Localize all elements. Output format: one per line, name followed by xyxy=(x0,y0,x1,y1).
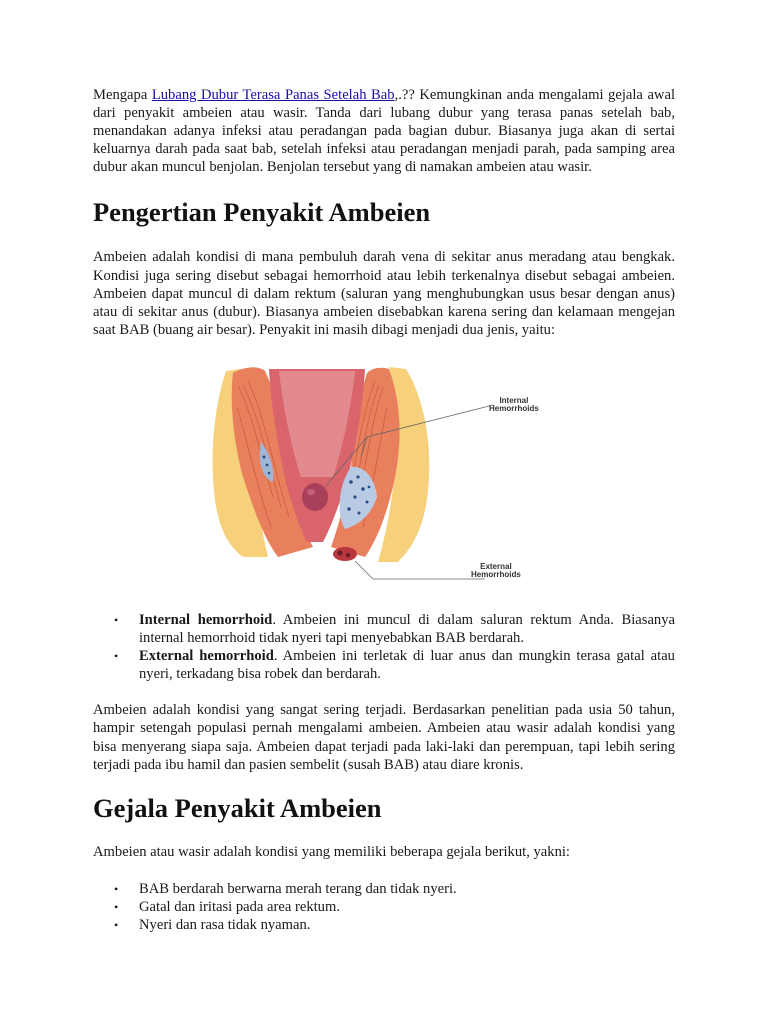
anatomy-illustration xyxy=(93,357,675,589)
intro-link[interactable]: Lubang Dubur Terasa Panas Setelah Bab xyxy=(151,87,395,103)
list-item-text: . Ambeien ini terletak di luar anus dan mungkin terasa gatal atau nyeri, terkadang bisa robek dan berdarah. xyxy=(139,648,675,683)
intro-rest: ,.?? Kemungkinan anda mengalami gejala awal dari penyakit ambeien atau wasir. Tanda dari lubang dubur yang terasa panas setelah bab, menandakan adanya infeksi atau peradangan pada bagian dubur. Biasanya juga akan di sertai keluarnya darah pada saat bab, setelah infeksi atau peradangan menjadi parah, pada samping area dubur akan muncul benjolan. Benjolan tersebut yang di namakan ambeien atau wasir. xyxy=(93,87,675,176)
bullet-icon: • xyxy=(114,917,119,932)
list-item-text: . Ambeien ini muncul di dalam saluran rektum Anda. Biasanya internal hemorrhoid tidak nyeri tapi menyebabkan BAB berdarah. xyxy=(139,611,675,647)
bullet-icon: • xyxy=(114,899,119,914)
internal-hemorrhoid xyxy=(302,483,328,511)
list-item xyxy=(93,898,675,916)
gejala-paragraph: Ambeien atau wasir adalah kondisi yang memiliki beberapa gejala berikut, yakni: xyxy=(93,843,570,860)
bullet-icon: • xyxy=(114,881,119,896)
symptoms-list xyxy=(93,880,675,934)
section-heading-gejala: Gejala Penyakit Ambeien xyxy=(93,792,382,823)
list-item-term: Internal hemorrhoid xyxy=(139,611,273,628)
list-item-text: BAB berdarah berwarna merah terang dan tidak nyeri. xyxy=(139,880,457,897)
list-item xyxy=(93,611,675,647)
intro-paragraph xyxy=(93,86,675,176)
label-external-hemorrhoids: External Hemorrhoids xyxy=(471,561,521,580)
section-heading-pengertian: Pengertian Penyakit Ambeien xyxy=(93,197,431,228)
intro-lead: Mengapa xyxy=(93,87,152,103)
hemorrhoid-diagram xyxy=(93,357,675,589)
list-item xyxy=(93,916,675,934)
pengertian-paragraph: Ambeien adalah kondisi di mana pembuluh darah vena di sekitar anus meradang atau bengkak. Kondisi juga sering disebut sebagai hemorrhoid atau lebih terkenalnya disebut sebagai ambeien. Ambeien dapat muncul di dalam rektum (saluran yang menghubungkan usus besar dengan anus) atau di sekitar anus (dubur). Biasanya ambeien disebabkan karena sering dan kelamaan mengejan saat BAB (buang air besar). Penyakit ini masih dibagi menjadi dua jenis, yaitu: xyxy=(93,249,675,338)
list-item-text: Nyeri dan rasa tidak nyaman. xyxy=(139,916,311,933)
label-internal-hemorrhoids: Internal Hemorrhoids xyxy=(489,395,539,414)
prevalence-paragraph: Ambeien adalah kondisi yang sangat sering terjadi. Berdasarkan penelitian pada usia 50 tahun, hampir setengah populasi pernah mengalami ambeien. Ambeien atau wasir adalah kondisi yang bisa menyerang siapa saja. Ambeien dapat terjadi pada laki-laki dan perempuan, tapi lebih sering terjadi pada ibu hamil dan pasien sembelit (susah BAB) atau diare kronis. xyxy=(93,702,675,773)
bullet-icon: • xyxy=(114,612,119,627)
document-page xyxy=(93,86,675,934)
list-item-text: Gatal dan iritasi pada area rektum. xyxy=(139,898,340,915)
external-hemorrhoid xyxy=(333,547,357,561)
list-item xyxy=(93,647,675,683)
bullet-icon: • xyxy=(114,649,119,664)
hemorrhoid-types-list xyxy=(93,611,675,683)
list-item xyxy=(93,880,675,898)
list-item-term: External hemorrhoid xyxy=(139,648,274,665)
